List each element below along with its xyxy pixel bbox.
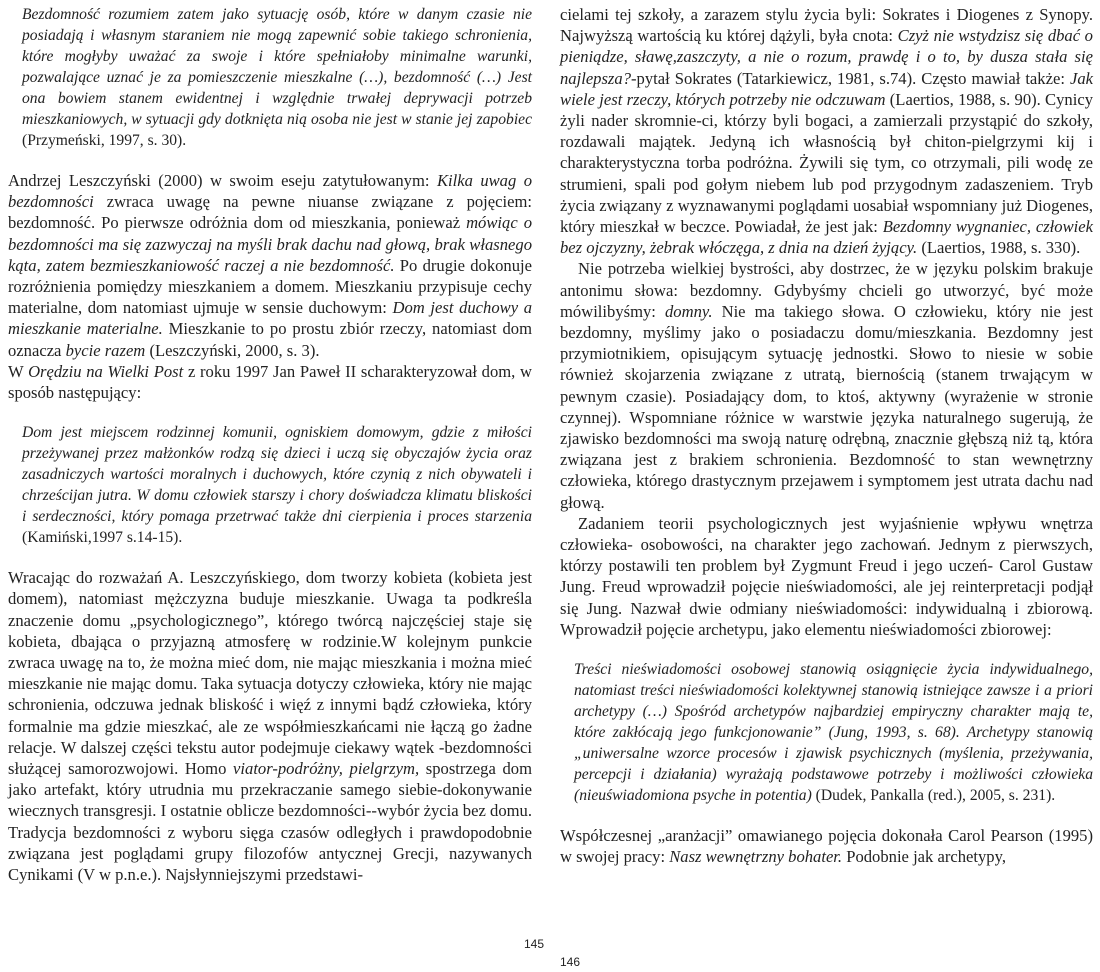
text-run: (Laertios, 1988, s. 330). bbox=[917, 238, 1081, 258]
paragraph-pearson bbox=[560, 825, 1093, 867]
text-run: (Leszczyński, 2000, s. 3). bbox=[145, 340, 320, 360]
italic-text: mówiąc o bezdomności ma się zazwyczaj na myśli brak dachu nad głową, brak własnego kąta, zatem bezmieszkaniowość raczej a nie bezdomność. bbox=[8, 213, 532, 275]
italic-text: Dom jest miejscem rodzinnej komunii, ogniskiem domowym, gdzie z miłości przeżywanej przez małżonków rodzą się dzieci i uczą się obyczajów życia oraz zasadniczych wartości moralnych i duchowych, które czynią z nich obywateli i chrześcijan jutra. W domu człowiek starszy i chory doświadcza klimatu bliskości i serdeczności, który pomaga przetrwać także dni cierpienia i proces starzenia bbox=[22, 424, 532, 526]
text-run: z roku 1997 Jan Paweł II scharakteryzował dom, w sposób następujący: bbox=[8, 361, 532, 403]
italic-text: Bezdomność rozumiem zatem jako sytuację osób, które w danym czasie nie posiadają i własnym staraniem nie mogą zapewnić sobie takiego schronienia, które mogłyby uważać za swoje i które spełniałoby minimalne warunki, pozwalające uznać je za pomieszczenie mieszkalne (…), bezdomność (…) Jest ona bowiem stanem ewidentnej i względnie trwałej deprywacji potrzeb mieszkaniowych, w sytuacji gdy dotknięta nią osoba nie jest w stanie jej zapobiec bbox=[22, 6, 532, 128]
paragraph-leszczynski bbox=[8, 170, 532, 361]
text-run: Podobnie jak archetypy, bbox=[842, 847, 1006, 867]
italic-text: Kilka uwag o bezdomności bbox=[8, 171, 532, 212]
paragraph-oredzie bbox=[8, 361, 532, 403]
text-run: (Przymeński, 1997, s. 30). bbox=[22, 132, 187, 149]
text-run: Po drugie dokonuje rozróżnienia pomiędzy mieszkaniem a domem. Mieszkaniu przypisuje cechy materialne, dom natomiast ujmuje w sensie duchowym: bbox=[8, 255, 532, 318]
text-run: W bbox=[8, 361, 29, 381]
italic-text: Bezdomny wygnaniec, człowiek bez ojczyzny, żebrak włóczęga, z dnia na dzień żyjący. bbox=[560, 217, 1093, 258]
page-number-left: 145 bbox=[524, 937, 545, 951]
text-run: cielami tej szkoły, a zarazem stylu życia byli: Sokrates i Diogenes z Synopy. Najwyższą wartością ku której dążyli, była cnota: bbox=[560, 5, 1093, 46]
italic-text: Nasz wewnętrzny bohater. bbox=[669, 847, 843, 867]
paragraph-cynicy bbox=[560, 4, 1093, 258]
text-run: Nie potrzeba wielkiej bystrości, aby dostrzec, że w języku polskim brakuje antonimu słowa: bezdomny. Gdybyśmy chcieli go utworzyć, być może mówilibyśmy: bbox=[560, 259, 1093, 321]
text-run: Mieszkanie to po prostu zbiór rzeczy, natomiast dom oznacza bbox=[8, 319, 532, 360]
paragraph-antonim bbox=[560, 258, 1093, 512]
text-run: pytał Sokrates (Tatarkiewicz, 1981, s.74). Często mawiał także: bbox=[636, 68, 1070, 88]
text-run: Nie ma takiego słowa. O człowieku, który nie jest bezdomny, myślimy jako o posiadaczu domu/mieszkania. Bezdomny jest przymiotnikiem, opisującym sytuację jednostki. Słowo to niesie w sobie również skojarzenia związane z utratą, biernością (stanem trwającym w pewnym czasie). Posiadający dom, to ktoś, aktywny (wyrażenie w stronie czynnej). Wspomniane różnice w warstwie języka naturalnego sugerują, że zjawisko bezdomności ma swoją naturę odrębną, znacznie głębszą niż tą, która związana jest z brakiem schronienia. Bezdomność to stan wewnętrzny człowieka, którego drastycznym przejawem i symptomem jest utrata dachu nad głową. bbox=[560, 301, 1093, 512]
italic-text: viator-podróżny, pielgrzym, bbox=[233, 759, 420, 779]
page-number-right: 146 bbox=[560, 955, 581, 969]
italic-text: domny. bbox=[665, 301, 713, 321]
italic-text: Dom jest duchowy a mieszkanie materialne. bbox=[8, 298, 532, 339]
paragraph-jung bbox=[560, 513, 1093, 640]
italic-text: Treści nieświadomości osobowej stanowią osiągnięcie życia indywidualnego, natomiast treści nieświadomości kolektywnej stanowią istniejące zawsze i a priori archetypy (…) Spośród archetypów najbardziej empiryczny charakter mają te, które zakłócają jego funkcjonowanie” (Jung, 1993, s. 68). Archetypy stanowią „uniwersalne wzorce procesów i zjawisk psychicznych (myślenia, przeżywania, percepcji i działania) wyrażają podstawowe potrzeby i możliwości człowieka (nieuświadomiona psyche in potentia) bbox=[574, 661, 1093, 805]
text-run: Andrzej Leszczyński (2000) w swoim eseju zatytułowanym: bbox=[8, 171, 437, 190]
text-run: Zadaniem teorii psychologicznych jest wyjaśnienie wpływu wnętrza człowieka- osobowości, na charakter jego zachowań. Jednym z pierwszych, którzy postawili ten problem był Zygmunt Freud i jego uczeń- Carol Gustaw Jung. Freud wprowadził pojęcie nieświadomości, ale jej reinterpretacji podjął się Jung. Nazwał dwie odmiany nieświadomości: indywidualną i zbiorową. Wprowadził pojęcie archetypu, jako elementu nieświadomości zbiorowej: bbox=[560, 513, 1093, 639]
italic-text: Czyż nie wstydzisz się dbać o pieniądze, sławę,zaszczyty, a nie o rozum, prawdę i o to, by dusza stała się najlepsza?- bbox=[560, 26, 1093, 88]
italic-text: Jak wiele jest rzeczy, których potrzeby nie odczuwam bbox=[560, 68, 1093, 109]
right-page bbox=[560, 4, 1093, 868]
text-run: (Laertios, 1988, s. 90). Cynicy żyli nader skromnie-ci, którzy byli bogaci, a zamierzali przystąpić do szkoły, rozdawali majątek. Jedyną ich własnością był chiton-pielgrzymi kij i charakterystyczna torba podróżna. Żywili się tym, co otrzymali, pili wodę ze strumieni, spali pod gołym niebem lub pod przygodnym zadaszeniem. Tryb życia związany z wyznawanymi poglądami uosabiał wspomniany już Diogenes, który mieszkał w beczce. Powiadał, że jest jak: bbox=[560, 89, 1093, 237]
text-run: (Kamiński,1997 s.14-15). bbox=[22, 529, 183, 547]
block-quote-kaminski bbox=[8, 422, 532, 548]
block-quote-jung bbox=[560, 659, 1093, 806]
text-run: Współczesnej „aranżacji” omawianego pojęcia dokonała Carol Pearson (1995) w swojej pracy: bbox=[560, 826, 1093, 867]
block-quote-przymenski bbox=[8, 4, 532, 151]
italic-text: bycie razem bbox=[65, 340, 146, 360]
text-run: spostrzega dom jako artefakt, który utrudnia mu przekraczanie samego siebie-dokonywanie wiecznych transgresji. I ostatnie oblicze bezdomności--wybór życia bez domu. Tradycja bezdomności z wyboru sięga czasów odległych i prawdopodobnie związana jest poglądami grupy filozofów antycznej Grecji, nazywanych Cynikami (V w p.n.e.). Najsłynniejszymi przedstawi- bbox=[8, 759, 532, 885]
italic-text: Orędziu na Wielki Post bbox=[28, 361, 184, 381]
left-page bbox=[8, 4, 532, 885]
text-run: zwraca uwagę na pewne niuanse związane z pojęciem: bezdomność. Po pierwsze odróżnia dom od mieszkania, ponieważ bbox=[8, 192, 532, 233]
paragraph-leszczynski-continued bbox=[8, 567, 532, 885]
text-run: (Dudek, Pankalla (red.), 2005, s. 231). bbox=[811, 787, 1056, 805]
text-run: Wracając do rozważań A. Leszczyńskiego, dom tworzy kobieta (kobieta jest domem), natomiast mężczyzna buduje mieszkanie. Uwaga ta podkreśla znaczenie domu „psychologicznego”, którego twórcą najczęściej staje się kobieta, dbająca o przyjazną atmosferę w rodzinie.W kolejnym punkcie zwraca uwagę na to, że można mieć dom, nie mając mieszkania i można mieć mieszkanie nie mając domu. Taka sytuacja dotyczy człowieka, który nie mając schronienia, odczuwa jednak bliskość i więź z innymi bądź człowieka, który formalnie ma gdzie mieszkać, ale ze współmieszkańcami nie łączą go żadne relacje. W dalszej części tekstu autor podejmuje ciekawy wątek -bezdomności służącej samorozwojowi. Homo bbox=[8, 568, 532, 779]
